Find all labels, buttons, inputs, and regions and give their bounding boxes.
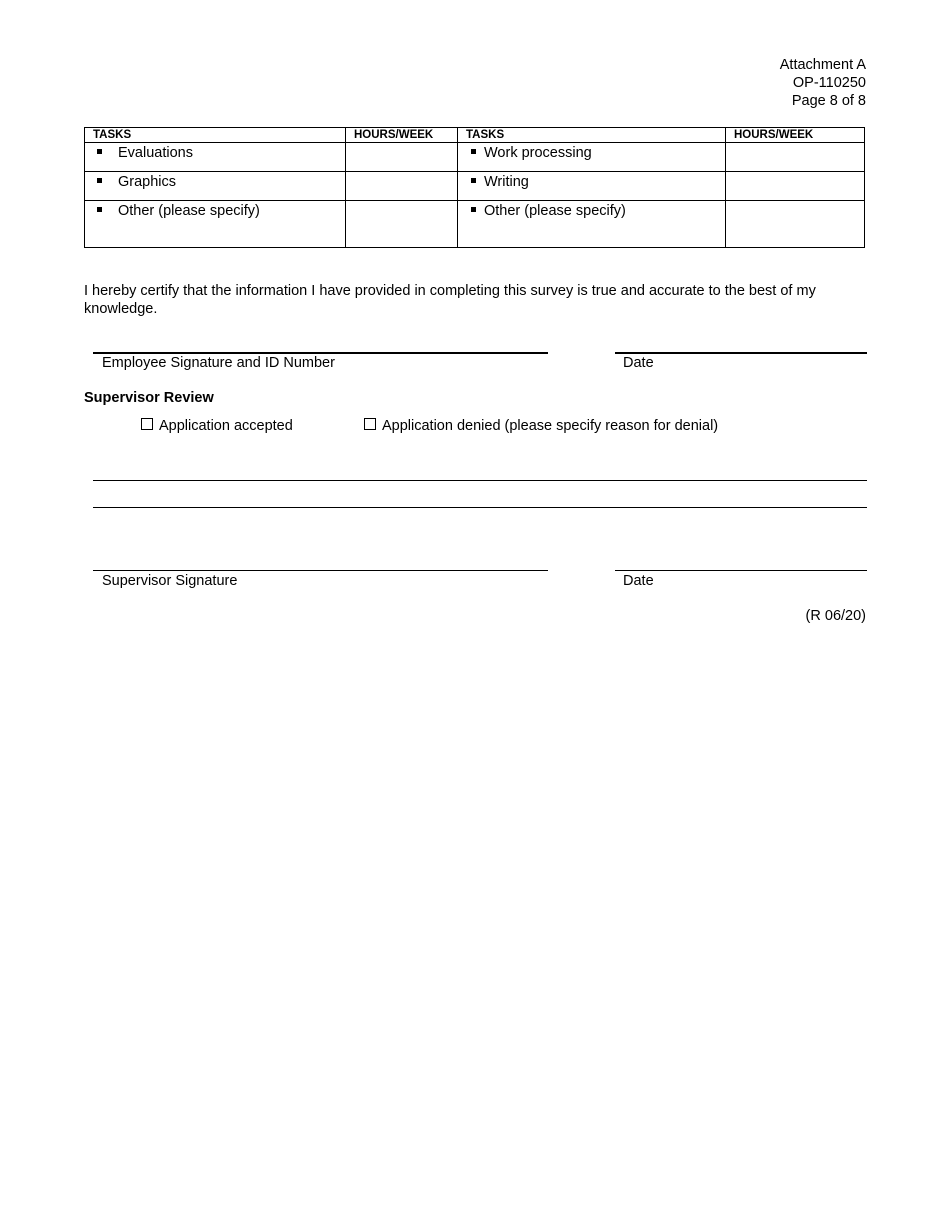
table-row <box>85 172 865 201</box>
task-cell <box>85 143 346 172</box>
column-header-tasks: TASKS <box>458 128 726 143</box>
supervisor-date-line[interactable] <box>615 570 867 571</box>
application-accepted-option[interactable] <box>141 417 293 435</box>
hours-input-cell[interactable] <box>726 172 865 201</box>
denial-reason-line[interactable] <box>93 507 867 508</box>
revision-code: (R 06/20) <box>805 608 866 624</box>
employee-signature-label: Employee Signature and ID Number <box>102 355 335 371</box>
task-cell <box>85 201 346 248</box>
hours-input-cell[interactable] <box>346 143 458 172</box>
bullet-icon <box>471 178 476 183</box>
task-cell <box>458 172 726 201</box>
hours-input-cell[interactable] <box>726 201 865 248</box>
denial-reason-line[interactable] <box>93 480 867 481</box>
task-cell <box>85 172 346 201</box>
bullet-icon <box>97 178 102 183</box>
task-label: Other (please specify) <box>118 203 260 219</box>
certification-statement: I hereby certify that the information I have provided in completing this survey is true and accurate to the best of my knowledge. <box>84 283 816 317</box>
task-label: Graphics <box>118 174 177 190</box>
bullet-icon <box>471 207 476 212</box>
tasks-table <box>84 127 865 248</box>
bullet-icon <box>97 207 102 212</box>
column-header-tasks: TASKS <box>85 128 346 143</box>
document-number: OP-110250 <box>792 75 866 91</box>
task-label: Other (please specify) <box>484 203 626 219</box>
application-denied-label: Application denied (please specify reason for denial) <box>382 418 719 434</box>
application-accepted-checkbox[interactable] <box>141 418 153 430</box>
hours-input-cell[interactable] <box>726 143 865 172</box>
column-header-hours: HOURS/WEEK <box>346 128 458 143</box>
employee-date-label: Date <box>623 355 654 371</box>
table-row <box>85 143 865 172</box>
task-cell <box>458 143 726 172</box>
task-cell <box>458 201 726 248</box>
supervisor-signature-line[interactable] <box>93 570 548 571</box>
task-label: Evaluations <box>118 145 193 161</box>
page-number: Page 8 of 8 <box>791 93 866 109</box>
supervisor-date-label: Date <box>623 573 654 589</box>
table-header-row <box>85 128 865 143</box>
supervisor-review-heading: Supervisor Review <box>84 390 214 406</box>
bullet-icon <box>471 149 476 154</box>
table-row <box>85 201 865 248</box>
attachment-label: Attachment A <box>779 57 866 73</box>
application-accepted-label: Application accepted <box>159 418 293 434</box>
application-denied-checkbox[interactable] <box>364 418 376 430</box>
application-denied-option[interactable] <box>364 417 718 435</box>
document-header <box>780 56 866 110</box>
column-header-hours: HOURS/WEEK <box>726 128 865 143</box>
supervisor-signature-label: Supervisor Signature <box>102 573 238 589</box>
hours-input-cell[interactable] <box>346 172 458 201</box>
bullet-icon <box>97 149 102 154</box>
hours-input-cell[interactable] <box>346 201 458 248</box>
task-label: Writing <box>484 174 529 190</box>
task-label: Work processing <box>484 145 592 161</box>
